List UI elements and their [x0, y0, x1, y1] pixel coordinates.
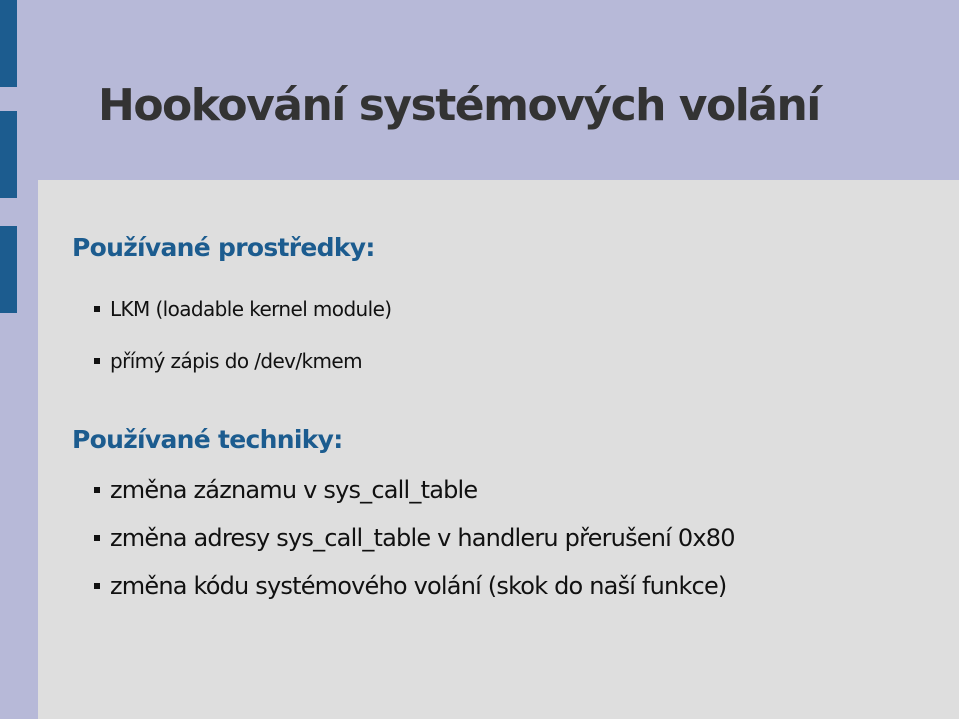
accent-bar-bottom — [0, 226, 17, 313]
tools-list — [94, 283, 391, 387]
accent-bar-middle — [0, 111, 17, 198]
accent-bar-top — [0, 0, 17, 87]
square-bullet-icon — [94, 358, 100, 364]
list-item — [94, 335, 391, 387]
list-item — [94, 514, 735, 562]
square-bullet-icon — [94, 535, 100, 541]
list-item-text: změna adresy sys_call_table v handleru přerušení 0x80 — [110, 524, 735, 552]
square-bullet-icon — [94, 306, 100, 312]
section-heading-tools: Používané prostředky: — [72, 233, 375, 262]
list-item-text: LKM (loadable kernel module) — [110, 297, 392, 321]
list-item-text: změna záznamu v sys_call_table — [110, 476, 478, 504]
list-item — [94, 466, 735, 514]
square-bullet-icon — [94, 583, 100, 589]
list-item-text: změna kódu systémového volání (skok do naší funkce) — [110, 572, 727, 600]
list-item — [94, 283, 391, 335]
section-heading-techniques: Používané techniky: — [72, 425, 343, 454]
content-panel — [38, 180, 959, 719]
square-bullet-icon — [94, 487, 100, 493]
slide-title: Hookování systémových volání — [98, 80, 820, 131]
list-item-text: přímý zápis do /dev/kmem — [110, 349, 362, 373]
list-item — [94, 562, 735, 610]
techniques-list — [94, 466, 735, 610]
